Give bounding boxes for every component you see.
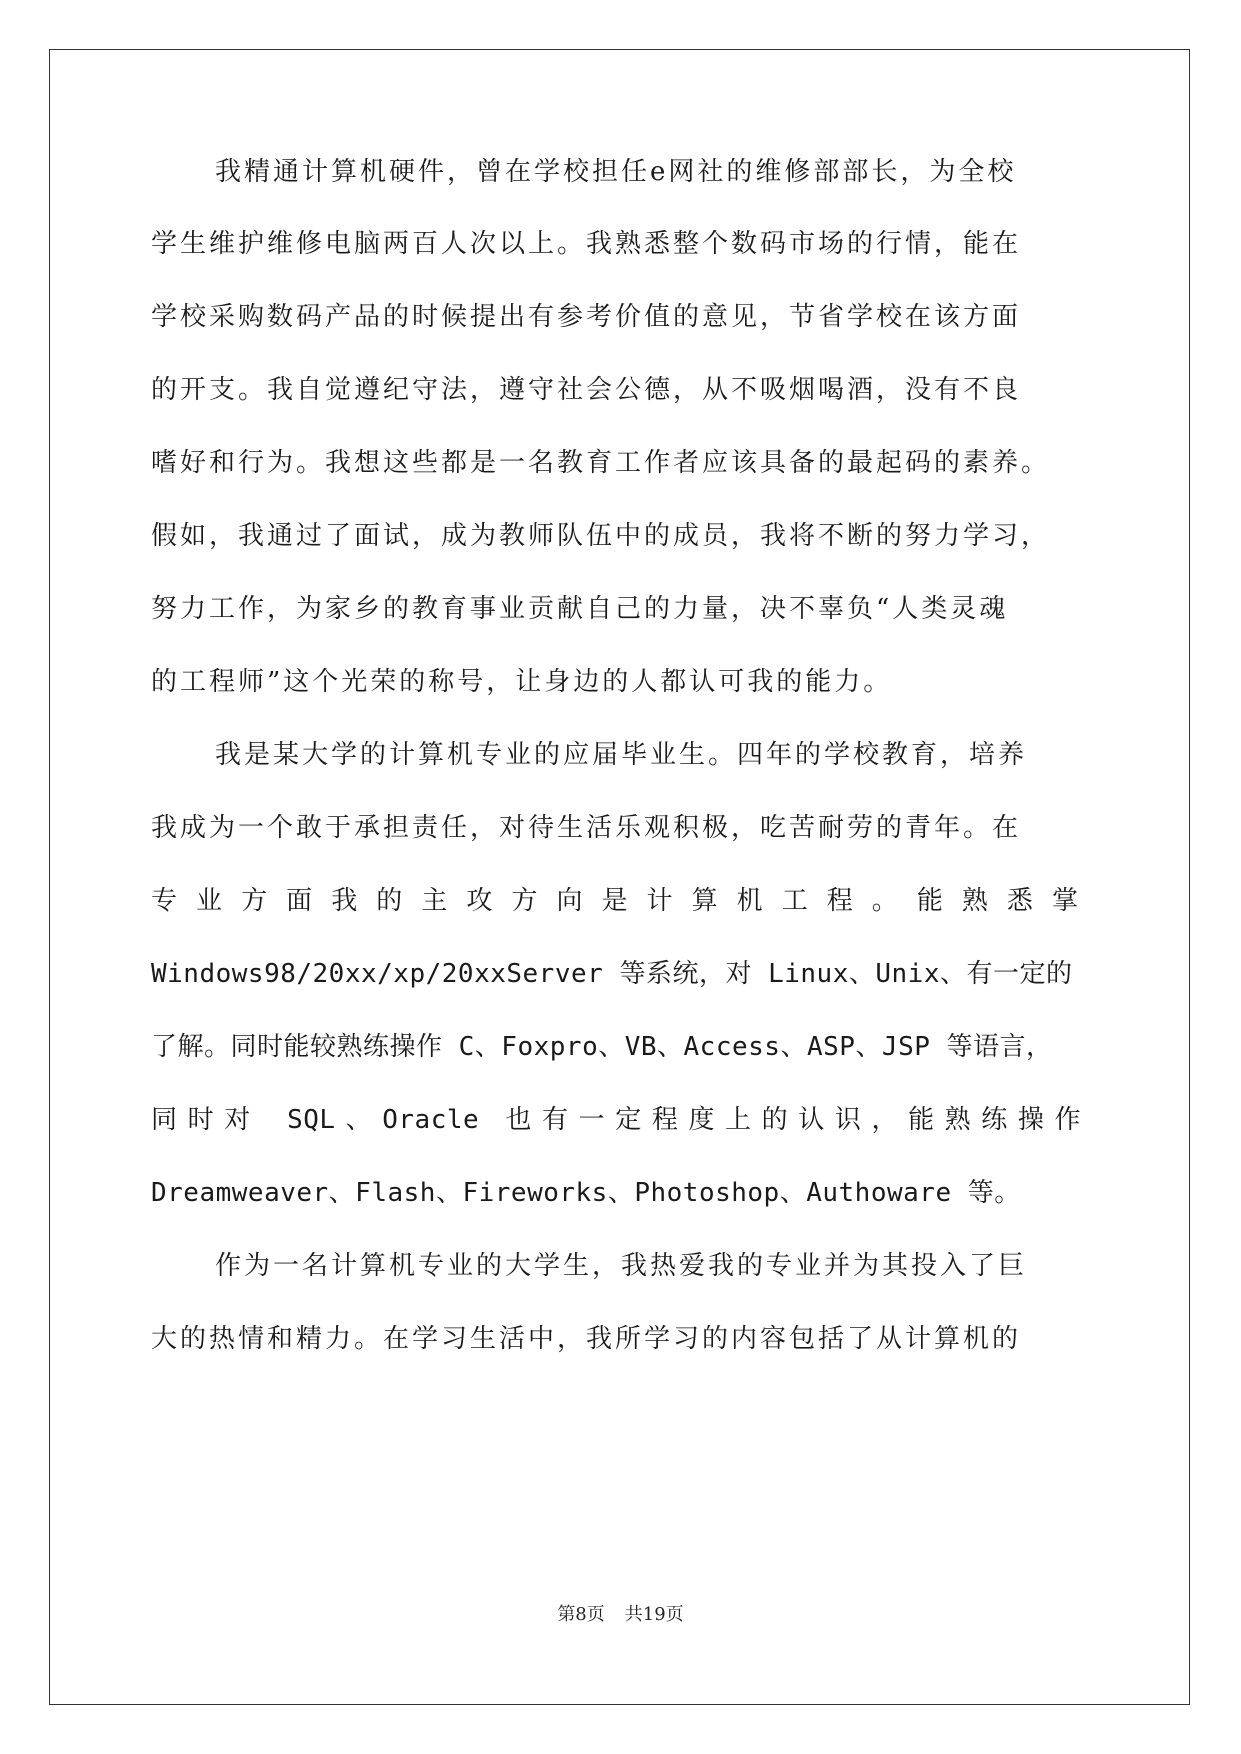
paragraph-3-line-2: 大的热情和精力。在学习生活中，我所学习的内容包括了从计算机的: [151, 1324, 1022, 1354]
paragraph-1-line-5: 嗜好和行为。我想这些都是一名教育工作者应该具备的最起码的素养。: [151, 448, 1051, 478]
paragraph-1-line-2: 学生维护维修电脑两百人次以上。我熟悉整个数码市场的行情，能在: [151, 229, 1022, 259]
paragraph-2-line-3: 专业方面我的主攻方向是计算机工程。能熟悉掌: [151, 886, 1081, 916]
paragraph-1-line-7: 努力工作，为家乡的教育事业贡献自己的力量，决不辜负“人类灵魂: [151, 594, 1009, 624]
page-total: 共19页: [624, 1604, 684, 1625]
paragraph-2-line-2: 我成为一个敢于承担责任，对待生活乐观积极，吃苦耐劳的青年。在: [151, 813, 1022, 843]
page-number: 第8页: [557, 1604, 605, 1625]
paragraph-2-line-6: 同时对 SQL、Oracle 也有一定程度上的认识，能熟练操作: [151, 1105, 1081, 1135]
paragraph-1-line-4: 的开支。我自觉遵纪守法，遵守社会公德，从不吸烟喝酒，没有不良: [151, 375, 1022, 405]
paragraph-2-line-4: Windows98/20xx/xp/20xxServer 等系统，对 Linux、Unix、有一定的: [151, 959, 1073, 989]
paragraph-1-line-6: 假如，我通过了面试，成为教师队伍中的成员，我将不断的努力学习，: [151, 521, 1051, 551]
paragraph-1-line-8: 的工程师”这个光荣的称号，让身边的人都认可我的能力。: [151, 667, 893, 697]
paragraph-1-line-1: 我精通计算机硬件，曾在学校担任e网社的维修部部长，为全校: [215, 157, 1017, 187]
paragraph-2-line-1: 我是某大学的计算机专业的应届毕业生。四年的学校教育，培养: [215, 740, 1028, 770]
paragraph-3-line-1: 作为一名计算机专业的大学生，我热爱我的专业并为其投入了巨: [215, 1251, 1028, 1281]
paragraph-2-line-5: 了解。同时能较熟练操作 C、Foxpro、VB、Access、ASP、JSP 等语言，: [151, 1032, 1053, 1062]
paragraph-2-line-7: Dreamweaver、Flash、Fireworks、Photoshop、Authoware 等。: [151, 1178, 1021, 1208]
page-border: [49, 49, 1190, 1705]
paragraph-1-line-3: 学校采购数码产品的时候提出有参考价值的意见，节省学校在该方面: [151, 302, 1022, 332]
page-footer: [0, 1603, 1241, 1627]
